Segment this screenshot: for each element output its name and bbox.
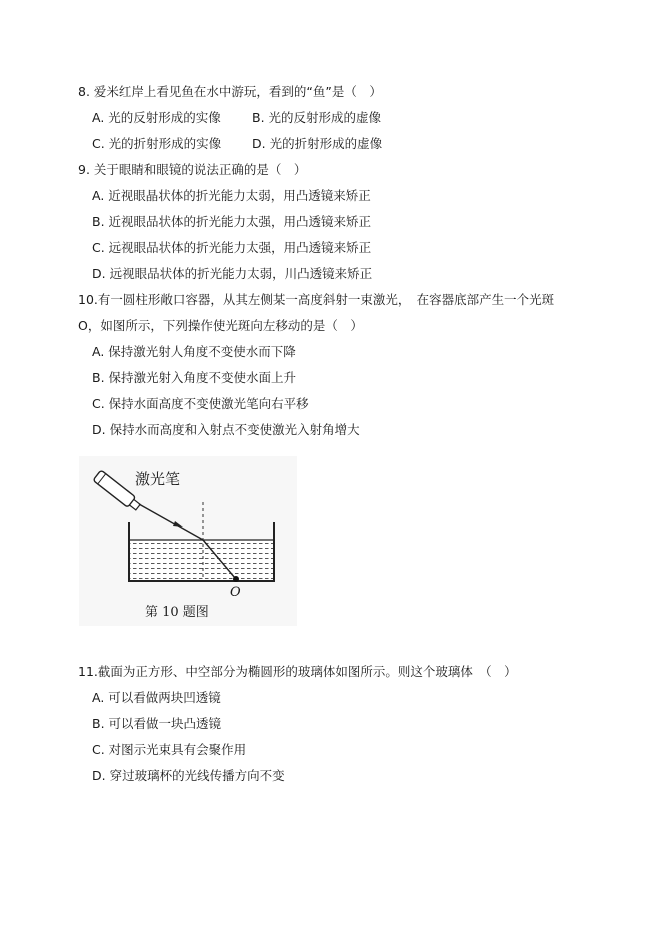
question-10-option-a: A. 保持激光射人角度不变使水而下降 — [92, 344, 296, 359]
question-9-option-d: D. 远视眼品状体的折光能力太弱，川凸透镜来矫正 — [92, 266, 373, 281]
question-10-stem-line2: O，如图所示，下列操作使光斑向左移动的是（ ） — [78, 318, 363, 333]
question-10-option-c: C. 保持水面高度不变使激光笔向右平移 — [92, 396, 309, 411]
water-region — [130, 540, 273, 580]
question-9-stem: 9. 关于眼睛和眼镜的说法正确的是（ ） — [78, 162, 307, 177]
laser-pen-label: 激光笔 — [135, 470, 181, 488]
point-o-label: O — [230, 585, 241, 600]
question-8-option-d: D. 光的折射形成的虚像 — [252, 136, 383, 151]
light-spot — [233, 576, 239, 582]
question-11-option-b: B. 可以看做一块凸透镜 — [92, 716, 222, 731]
question-10-option-d: D. 保持水而高度和入射点不变使激光入射角增大 — [92, 422, 360, 437]
question-8-option-c: C. 光的折射形成的实像 — [92, 136, 222, 151]
question-8-option-a: A. 光的反射形成的实像 — [92, 110, 221, 125]
question-11-option-c: C. 对图示光束具有会聚作用 — [92, 742, 247, 757]
question-10-option-b: B. 保持激光射入角度不变使水面上升 — [92, 370, 297, 385]
figure-caption: 第 10 题图 — [145, 605, 209, 620]
question-11-option-a: A. 可以看做两块凹透镜 — [92, 690, 221, 705]
question-11-option-d: D. 穿过玻璃杯的光线传播方向不变 — [92, 768, 285, 783]
question-8-stem: 8. 爱米红岸上看见鱼在水中游玩，看到的“鱼”是（ ） — [78, 84, 382, 99]
question-10-figure — [79, 456, 297, 626]
question-11-stem: 11.截面为正方形、中空部分为椭圆形的玻璃体如图所示。则这个玻璃体 （ ） — [78, 664, 517, 679]
question-9-option-a: A. 近视眼晶状体的折光能力太弱，用凸透镜来矫正 — [92, 188, 371, 203]
question-8-option-b: B. 光的反射形成的虚像 — [252, 110, 382, 125]
question-9-option-b: B. 近视眼品状体的折光能力太强，用凸透镜来矫正 — [92, 214, 372, 229]
question-9-option-c: C. 远视眼品状体的折光能力太强，用凸透镜来矫正 — [92, 240, 372, 255]
question-10-stem-line1: 10.有一圆柱形敞口容器，从其左侧某一高度斜射一束激光， 在容器底部产生一个光斑 — [78, 292, 555, 307]
laser-refraction-diagram — [79, 456, 297, 626]
